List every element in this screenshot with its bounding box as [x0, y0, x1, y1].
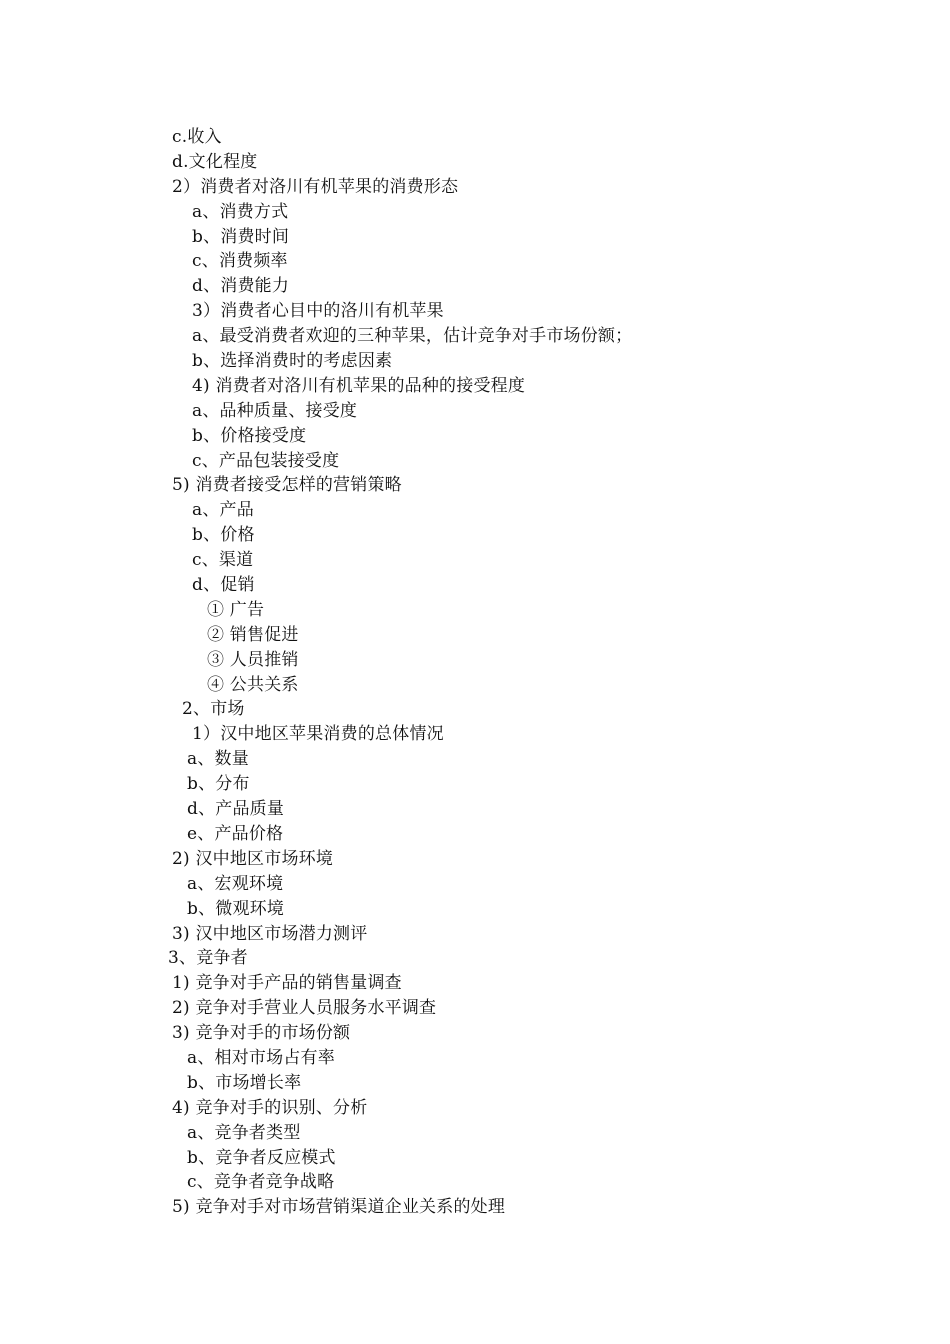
outline-line: a、宏观环境 — [187, 873, 284, 894]
outline-line: 2) 竞争对手营业人员服务水平调查 — [172, 998, 437, 1019]
outline-line: b、价格接受度 — [192, 425, 307, 446]
outline-line: d、消费能力 — [192, 276, 290, 297]
outline-line: c、竞争者竞争战略 — [187, 1172, 335, 1193]
outline-line: c、渠道 — [192, 550, 254, 571]
outline-line: c、产品包装接受度 — [192, 450, 340, 471]
outline-line: 2、市场 — [182, 699, 245, 720]
outline-line: a、最受消费者欢迎的三种苹果，估计竞争对手市场份额； — [192, 326, 633, 347]
outline-line: b、微观环境 — [187, 898, 285, 919]
outline-line: e、产品价格 — [187, 823, 284, 844]
outline-line: d、产品质量 — [187, 799, 285, 820]
outline-line: a、相对市场占有率 — [187, 1047, 335, 1068]
outline-line: c.收入 — [172, 127, 222, 147]
outline-line: ④ 公共关系 — [207, 674, 299, 695]
outline-line: 5) 竞争对手对市场营销渠道企业关系的处理 — [172, 1197, 506, 1218]
outline-line: 1）汉中地区苹果消费的总体情况 — [192, 724, 444, 745]
outline-line: ② 销售促进 — [207, 624, 299, 645]
outline-line: b、消费时间 — [192, 226, 290, 247]
outline-line: b、分布 — [187, 774, 250, 795]
outline-line: b、市场增长率 — [187, 1072, 302, 1093]
outline-line: a、消费方式 — [192, 201, 289, 222]
outline-line: ① 广告 — [207, 599, 265, 620]
outline-line: b、选择消费时的考虑因素 — [192, 351, 393, 372]
outline-line: 3）消费者心目中的洛川有机苹果 — [192, 301, 444, 322]
outline-line: ③ 人员推销 — [207, 649, 299, 670]
outline-line: a、竞争者类型 — [187, 1122, 301, 1143]
outline-line: 3) 竞争对手的市场份额 — [172, 1023, 351, 1044]
outline-line: 2）消费者对洛川有机苹果的消费形态 — [172, 176, 459, 197]
outline-line: b、竞争者反应模式 — [187, 1147, 336, 1168]
outline-line: c、消费频率 — [192, 251, 288, 272]
outline-line: 2) 汉中地区市场环境 — [172, 848, 334, 869]
outline-line: 1) 竞争对手产品的销售量调查 — [172, 973, 402, 994]
outline-list — [0, 125, 950, 1220]
outline-line: d、促销 — [192, 575, 255, 596]
outline-line: a、数量 — [187, 749, 249, 770]
outline-line: b、价格 — [192, 525, 255, 546]
outline-line: 3) 汉中地区市场潜力测评 — [172, 923, 368, 944]
outline-line: 5) 消费者接受怎样的营销策略 — [172, 475, 402, 496]
outline-line: 3、竞争者 — [168, 948, 248, 969]
outline-line: a、产品 — [192, 500, 254, 521]
outline-line: a、品种质量、接受度 — [192, 400, 358, 421]
outline-line: 4) 消费者对洛川有机苹果的品种的接受程度 — [192, 375, 526, 396]
outline-line: d.文化程度 — [172, 151, 258, 172]
outline-line: 4) 竞争对手的识别、分析 — [172, 1097, 368, 1118]
